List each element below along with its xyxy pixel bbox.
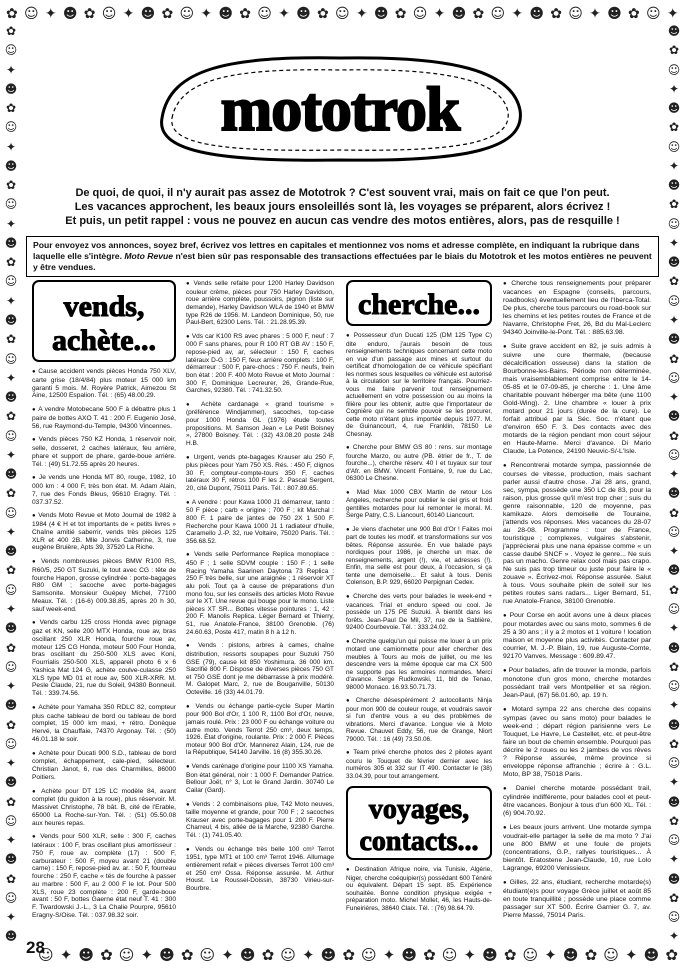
intro-line-3: Et puis, un petit rappel : vous ne pouvez en aucun cas vendre des motos entières, alors, pas de resquille !: [65, 215, 620, 227]
ad-item: ● Vends nombreuses pièces BMW R100 RS, R60/5, 250 GT Suzuki, le tout avec CG : tête de fourche Hapon, grosse cylindrée : porte-bagages R80 GM ; sacoche avec porte-bagages Samsonite. Monsieur Guépey Michel, 77100 Meaux. Tél. : (16-6) 009.38.85, après 20 h 30, sauf week-end.: [32, 558, 176, 613]
ad-item: ● Possesseur d'un Ducati 125 (DM 125 Type C) dite enduro, j'aurais besoin de tous renseignements techniques concernant cette moto en vue d'un passage aux mines et surtout du certificat d'homologation de ce véhicule spécifiant les normes sous lesquelles ce véhicule est autorisé à la circulation sur le territoire français. Pourriez-vous me faire parvenir tout renseignement actuellement en votre possession ou au moins la filière pour les obtenir, autre que l'importateur de Cognière qui ne semble pouvoir se les procurer, cette moto n'étant plus importée depuis 1977. M. de Guinancourt, 4, rue Franklin, 78150 Le Chesnay.: [346, 332, 492, 438]
ad-item: ● Mad Max 1000 CBX Martin de retour Los Angeles, recherche pour oublier le ciel gris et froid gentilles motardes pour lui remonter le moral. M. Serge Patry, C.S. Liancourt, 60140 Liancourt.: [346, 489, 492, 520]
heading-vends-achete: [32, 280, 176, 362]
ad-item: ● Achète pour Ducati 900 S.D., tableau de bord complet, échappement, cale-pied, sélecteur. Christian Janot, 6, rue des Charmilles, 86000 Poitiers.: [32, 750, 176, 782]
ad-item: ● Vends : pistons, arbres à cames, chaîne distribution, ressorts soupapes pour Suzuki 750 GSE (79), cause kit 850 Yoshimura. 36 000 km. Sacrifié 800 F. Dispose de diverses pièces 750 GT et 750 GSE dont je me débarrasse à prix modéré. M. Galopet Marc, 2, rue de Bouganville, 50130 Octeville. 16 (33) 44.01.79.: [186, 642, 334, 696]
logo-text: mototrok: [220, 76, 460, 144]
column-vends-achete: [32, 280, 176, 926]
doodle-border-bottom: ☺ ✦ ☻ ✿ ☺ ✦ ☻ ✿ ☺ ✦ ☻ ✿ ☺ ✦ ☻ ✿ ☺ ✦ ☻ ✿ ☺ ✦ ☻ ✿ ☺ ✦ ☻ ✿ ☺ ✦ ☻ ✿: [38, 946, 678, 964]
intro-line-2: Les vacances approchent, les beaux jours ensoleillés sont là, les voyages se préparent, alors écrivez !: [74, 201, 611, 213]
doodle-border-left: ✿ ☺ ✦ ☻ ✿ ☺ ✦ ☻ ✿ ☺ ✦ ☻ ✿ ☺ ✦ ☻ ✿ ☺ ✦ ☻ ✿ ☺ ✦ ☻ ✿ ☺ ✦ ☻ ✿ ☺ ✦ ☻ ✿ ☺ ✦ ☻ ✿ ☺ ✦ ☻ ✿ ☺ ✦ ☻ ✿ ☺ ✦ ☻: [4, 24, 18, 944]
column-voyages-contacts: [503, 280, 651, 926]
ad-item: ● Pour balades, afin de trouver la monde, parfois monotone d'un gros mono, cherche motardes possédant trail vers Montpellier et sa région. Jean-Paul, (67) 56.01.60, ap. 19 h.: [503, 667, 651, 700]
ad-item: ● Rencontrerai motarde sympa, passionnée de courses de vitesse, production, mais sachant parler aussi d'autre chose. J'ai 28 ans, grand, sec, sympa, possède une 350 LC de 83, pour la raison, plus grosse qu'il m'est trop cher ; suis du genre raisonnable, 120 de moyenne, pas kamikaze. Alors demoiselle de Touraine, j'attends vos réponses. Mes vacances du 28-07 au 28-08. Programme : tour de France, touristique ; complexes, vulgaires s'abstenir, j'apprécierai plus une nana épaisse comme « un casse daubé SNCF » . Voyez le genre... Ne suis pas un macho. Genre relax cool mais pas crapo. Ne suis pas trop timeur ou juste pour faire le « zouave ». Écrivez-moi. Réponse assurée. Salut à tous. Vous souhaite plein de soleil sur les petites routes sans radars... Liger Bernard, 51, rue Anatole-France, 38100 Grenoble.: [503, 462, 651, 607]
ad-item: ● Cherche tous renseignements pour préparer vacances en Espagne (conseils, parcours, roadbooks) éventuellement lieu de l'Iberca-Total. De plus, cherche tous parcours ou road-book sur les chemins et les petites routes de France et de Navarre, Christophe Fret, 26, Bd du Mal-Leclerc 94340 Joinville-le-Pont. Tél. : 885.63.98.: [503, 280, 651, 337]
column-vends-achete-cont: [186, 280, 334, 898]
ad-item: ● Je vends une Honda MT 80, rouge, 1982, 10 000 km : 4 000 F, très bon état. M. Adam Alain, 7, rue des Fonds Bleus, 95610 Eragny. Tél. : 037.37.52.: [32, 474, 176, 506]
ad-item: ● Vends Moto Revue et Moto Journal de 1982 à 1984 (4 € H et tot importants de « petits livres » Chaîne amitié saberrir, vends très pièces 125 XLR et 400 2B. Mlle Jonvis Catherine, 3, rue eugène Bruière, Apts 39, 37520 La Riche.: [32, 512, 176, 552]
ad-item: ● A vendre Motobecane 500 F à débattre plus 1 paire de bottes AXO T. 41 : 200 F. Eugenio José, 56, rue Raymond-du-Temple, 94300 Vincennes.: [32, 406, 176, 430]
heading-voyages: voyages,: [368, 794, 470, 826]
ad-item: ● Motard sympa 22 ans cherche des copains sympas (avec ou sans moto) pour balades le week-end ; départ région parisienne vers Le Touquet, Le Havre, Le Castellet, etc. et peut-être faire un bout de chemin ensemble. Pourquoi pas décrire le 2 roues ou les 2 jambes de vos rêves ? Réponse assurée, même province si enveloppe réponse affranchie ; écrire à : G.L. Moto, BP 38, 75018 Paris.: [503, 706, 651, 779]
ad-item: ● Vends selle refaite pour 1200 Harley Davidson couleur crème, pièces pour 750 Harley Davidson, roue arrière complète, poussoirs, pignon (liste sur demande), Harley Davidson WLA de 1940 et BMW type R26 de 1956. M. Landeon Dominique, 50, rue Paul-Bert, 62300 Lens. Tél. : 21.28.95.39.: [186, 280, 334, 327]
ad-item: ● Cherche quelqu'un qui puisse me louer à un prix motard une camionnette pour aller chercher des meubles à Tours au mois de juillet, ou me les descendre vers la même époque car ma CX 500 ne supporte pas les armoires normandes. Merci d'avance. Serge Rudkowski, 11, bld de Tenao, 98000 Monaco. 16.93.50.71.73.: [346, 638, 492, 692]
ad-item: ● Vends ou échange partie-cycle Super Martin pour 900 Bol d'Or, 1 100 R, 1100 Bol d'Or, neuve, jamais roulé. Prix : 23 000 F ou échange voiture ou autre moto. Vends Terrot 250 cm³, deux temps, 1926. État d'origine, roulante. Prix : 2 000 F. Pièces moteur 900 Bol d'Or. Mannerez Alain, 124, rue de la République, 54140 Jarville. 16 (8) 355.30.26.: [186, 703, 334, 757]
ad-item: ● Destination Afrique noire, via Tunisie, Algérie, Niger, cherche coéquipier(s) possédant 600 Ténéré ou équivalent. Départ 15 sept. 85. Expérience souhaitée. Bonne condition physique exigée + préparation moto. Michel Mollet, 46, les Hauts-de-Funeirières, 38640 Claix. Tél. : (76) 98.64.79.: [346, 866, 492, 912]
ad-item: ● Pour Corse en août avons une à deux places pour motardes avec ou sans moto, sommes 6 de 25 à 30 ans ; il y a 2 motos et 1 voiture ! location maison et moyenne plus activités. Contacter par courrier, M. J.-P. Blain, 19, rue Auguste-Comte, 92170 Vanves. Message : 609.89.47.: [503, 612, 651, 661]
submission-notice: [26, 236, 659, 277]
ad-item: ● Vends carénage d'origine pour 1100 XS Yamaha. Bon état général, noir : 1 000 F. Demander Patrice. Bellour Joël, n° 3, Lot le Grand Jardin. 30740 Le Cailar (Gard).: [186, 763, 334, 795]
ad-item: ● Cherche désespérément 2 autocollants Ninja pour mon 900 de couleur rouge, et voudrais savoir si l'un d'entre vous a eu des problèmes de vibrations. Merci d'avance. Longue vie à Moto Revue. Chauvet Eddy, 56, rue de Grange, Niort 79000. Tél. : 16 (49) 73.50.06.: [346, 697, 492, 743]
heading-voyages-contacts: [346, 786, 492, 860]
ad-item: ● Vends : 2 combinaisons plue, T42 Moto neuves, taille moyenne et grande, pour 700 F ; 2 sacoches Krauser avec porte-bagages pour 1 200 F. Pierre Charreul, 4 bis, allée de la Marche, 92380 Garche. Tél. : (1) 741.05.40.: [186, 801, 334, 840]
intro-line-1: De quoi, de quoi, il n'y aurait pas assez de Mototrok ? C'est souvent vrai, mais on fait ce que l'on peut.: [75, 187, 610, 199]
ad-item: ● Je viens d'acheter une 900 Bol d'Or ! Faites moi part de toutes les modif. et transformations sur vos bêtes. Réponse assurée. En vue balade pays nordiques pour 1986, je cherche un max. de renseignements, argent (!), vie, et adresses (!). Enfin, ma selle est pour deux, à l'occasion, si ça tente une demoiselle... Et salut à tous. Denis Colenson, B.P. 929, 66020 Perpignan Cedex.: [346, 526, 492, 587]
ad-item: ● Vds car K100 RS avec phares : 5 000 F, neuf : 7 000 F sans phares, pour R 100 RT GB AV : 150 F, repose-pied av, ar, sélecteur : 150 F, caches latéraux D-G : 150 F, feux arrière complets : 100 F, démarreur : 500 F, pare-chocs : 750 F. neufs, frein bon état : 200 F. 400 Moto Revue et Moto Journal : 300 F, Dominique Lecreurer, 26, Grande-Rue, Garches, 92380. Tél. : 741.32.50.: [186, 333, 334, 395]
heading-cherche-text: cherche...: [358, 288, 480, 321]
column-cherche: [346, 280, 492, 918]
ad-item: ● Cherche pour BMW GS 80 : rens. sur montage fourche Marzo, ou autre (PB. étrier de fr., T. de fourche...), cherche réserv. 40 l et tuyaux sur tour d'Afr. en BMW. Vincent Fontaine, 9, rue du Lac, 06300 Le Chesne.: [346, 444, 492, 483]
page-number: 28: [26, 938, 45, 957]
notice-part-2: n'est bien sûr pas responsable des transactions effectuées par le biais du Mototrok et les motos entières ne peuvent y être vendues.: [33, 251, 652, 272]
ad-item: ● Achète cardanage « grand tourisme » (préférence Windjammer), sacoches, top-case pour 1000 Honda GL (1976) étude toutes propositions. M. Samson Jean « Le Petit Boisney », 27800 Boisney. Tél. : (32) 43.08.20 poste 248 H.B.: [186, 401, 334, 448]
ad-item: ● A vendre : pour Kawa 1000 J1 démarreur, tanto : 50 F pièce ; carb « origine ; 700 F ; kit Marchal : 800 F. 1 paire de jantes de 750 2X 1 500 F. Recherche pour Kawa 1000 J1 1 radiateur d'huile, Caramello J.-P. 32, rue Voltaire, 75020 Paris. Tél. : 356.68.52.: [186, 499, 334, 546]
heading-vends: vends,: [63, 290, 145, 323]
notice-magazine-name: Moto Revue: [124, 251, 174, 261]
ad-item: ● Vends ou échange très belle 100 cm³ Terrot 1951, type MT1 et 100 cm³ Terrot 1946. Allumage entièrement refait « pièces diverses Terrot 100 cm³ et 250 cm³ Ossa. Réponse assurée. M. Arthur Houst. Le Roussel-Doissin, 38730 Virieu-sur-Bourbre.: [186, 846, 334, 893]
intro-text: [40, 186, 645, 228]
ad-item: ● Achète pour DT 125 LC modèle 84, avant complet (du guidon à la roue), plus réservoir. M. Massivet Christophe, 78 bât. B, cité de l'Erable, 65000 La Roche-sur-Yon. Tél. : (51) 05.50.08 aux heures repas.: [32, 788, 176, 828]
ad-item: ● Gilles, 22 ans, étudiant, recherche motarde(s) étudiant(e)s pour voyage Grèce juillet et août 85 en toute tranquillité ; possède une place comme passager sur XT 500. Écrire Garnier G. 7, av. Pierre Massé, 75014 Paris.: [503, 879, 651, 920]
ad-item: ● Daniel cherche motarde possédant trail, cylindrée indifférente, pour balades cool et peut-être vacances. Bonjour à tous d'un 600 XL. Tél. : (6) 904.70.92.: [503, 785, 651, 818]
heading-achete: achète...: [51, 324, 157, 357]
ad-item: ● Urgent, vends pte-bagages Krauser alu 250 F, plus pièces pour Yam 750 XS. Rés. : 450 F, clignos 30 F, compteur-compte-tours 350 F, caches latéraux 30 F, rétros 100 F les 2. Pascal Sergent, 20, cité Dupont, 75011 Paris. Tél. : 807.89.65.: [186, 454, 334, 493]
ad-item: ● Vends selle Performance Replica monoplace : 450 F ; 1 selle SDVM couple : 150 F ; 1 selle Racing Yamaha Saarinen Daytona 73 Replica : 250 F très belle, sur une araignée ; 1 réservoir XT alu poli. Tout ça à cause de préparations d'un mono fou, sur les conseils des articles Moto Revue sur le XT. Une revue qui bouge pour le mono. Liste pièces XT SR... Bottes vitesse pointures : 1, 42 : 200 F. Manolis Replica. Léger Bernard et Thierry, 51, rue Anatole-France, 38100 Grenoble. (76) 24.60.63, Poste 417, matin 8 h à 12 h.: [186, 551, 334, 636]
ad-item: ● Team privé cherche photos des 2 pilotes ayant couru le Touquet de février dernier avec les numéros 305 et 332 sur IT 490. Contacter le (38) 33.04.39, pour tout arrangement.: [346, 749, 492, 780]
ad-item: ● Suite grave accident en 82, je suis admis à suivre une cure thermale, (because décalcification osseuse) dans la station de Bourbonne-les-Bains. Période non déterminée, mais vraisemblablement comprise entre le 14-05-85 et le 07-09-85, je cherche : 1. Une âme charitable pouvant héberger ma bête (une 1100 Gold-Wing). 2. Une chambre « louer à prix motard pour 21 jours (durée de la cure). Le forfait attribué par la Séc. Soc. n'étant que d'environ 650 F. 3. Des contacts avec des motards de la région pendant mon court séjour en Haute-Marne. Merci d'avance. Di Mario Claude, La Potence, 24190 Neuvic-S/-L'Isle.: [503, 343, 651, 456]
ad-item: ● Cherche des verts pour balades le week-end + vacances. Trial et enduro speed ou cool. Je possède un 175 PE Suzuki. À bientôt dans les forêts. Jean-Paul De Mil, 37, rue de la Sablière, 92400 Courbevoie. Tél. : 333.24.02.: [346, 593, 492, 632]
doodle-border-right: ☻ ✿ ☺ ✦ ☻ ✿ ☺ ✦ ☻ ✿ ☺ ✦ ☻ ✿ ☺ ✦ ☻ ✿ ☺ ✦ ☻ ✿ ☺ ✦ ☻ ✿ ☺ ✦ ☻ ✿ ☺ ✦ ☻ ✿ ☺ ✦ ☻ ✿ ☺ ✦ ☻ ✿ ☺ ✦ ☻ ✿ ☺ ✦: [667, 24, 681, 944]
ad-item: ● Les beaux jours arrivent. Une motarde sympa voudrait-elle partager la selle de ma moto ? J'ai une 800 BMW et une foule de projets (concentrations, G.P., rallyes touristiques... À bientôt. Eratostene Jean-Claude, 10, rue Lolo Lagrange, 69200 Venissieux.: [503, 824, 651, 873]
ad-item: ● Vends pièces 750 KZ Honda, 1 réservoir noir, selle, dosseret, 2 caches latéraux, feu arrière, phare et support de phare, garde-boue arrière. Tél. : (49) 51.72.55 après 20 heures.: [32, 436, 176, 468]
notice-part-1: Pour envoyez vos annonces, soyez bref, écrivez vos lettres en capitales et mentionnez vos noms et adresse complète, en indiquant la rubrique dans laquelle elle s'intègre.: [33, 240, 640, 261]
doodle-border-top: ✿ ☺ ✦ ☻ ✿ ☺ ✦ ☻ ✿ ☺ ✦ ☻ ✿ ☺ ✦ ☻ ✿ ☺ ✦ ☻ ✿ ☺ ✦ ☻ ✿ ☺ ✦ ☻ ✿ ☺ ✦ ☻ ✿ ☺ ✦: [6, 6, 679, 22]
ad-item: ● Cause accident vends pièces Honda 750 XLV, carte grise (18/4/84) plus moteur 15 000 km garanti 5 mois. M. Royère Patrick, Aimezou St Aine, 12500 Espalion. Tél. : (65) 48.00.29.: [32, 368, 176, 400]
ad-item: ● Vends carbu 125 cross Honda avec pignage gaz et KN, selle 200 MTX Honda, roue av, bras oscillant 250 XLR Honda, fourche roue av, moteur 125 CG Honda, moteur 500 Four Honda, bras oscillant du 250-500 XLS avec Koni, Fourrialis 250-500 XLS, appareil photo 6 x 6 Yashica Mat 124 G, achète coulve-culasse 250 XLS type MD 01 et roue av, 500 XLR-XRR. M. Pesle Claude, 21, rue du Soleil, 94380 Bonneuil. Tél. : 339.74.56.: [32, 619, 176, 698]
ad-item: ● Achète pour Yamaha 350 RDLC 82, compteur plus cache tableau de bord ou tableau de bord complet, 15 000 km maxi, + rétro. Donèque Hervé, la Chauffaie, 74370 Argonay. Tél. : (50) 46.01.18 le soir.: [32, 704, 176, 744]
mototrok-logo: [150, 48, 530, 168]
heading-cherche: [346, 280, 492, 326]
ad-item: ● Vends pour 500 XLR, selle : 300 F, caches latéraux : 100 F, bras oscillant plus amortisseur : 750 F, roue av. complète (17) : 500 F, carburateur : 500 F, moyeu avant 21 (double came) : 150 F, repose-pied av. ar. : 50 F, fourreau fourche : 250 F, cache « tés de fourche à passer au marbre : 500 F, au 2 000 F le lot. Pour 500 XLS, roue 23 complète : 200 F, garde-boue avant : 50 F, bottes Gaerne état neuf T. 41 : 300 F. Twardowski J.-L., 3 La Chalie Pourpre, 95610 Eragny-S/Oise. Tél. : 037.98.32 soir.: [32, 833, 176, 919]
heading-contacts: contacts...: [359, 826, 479, 858]
